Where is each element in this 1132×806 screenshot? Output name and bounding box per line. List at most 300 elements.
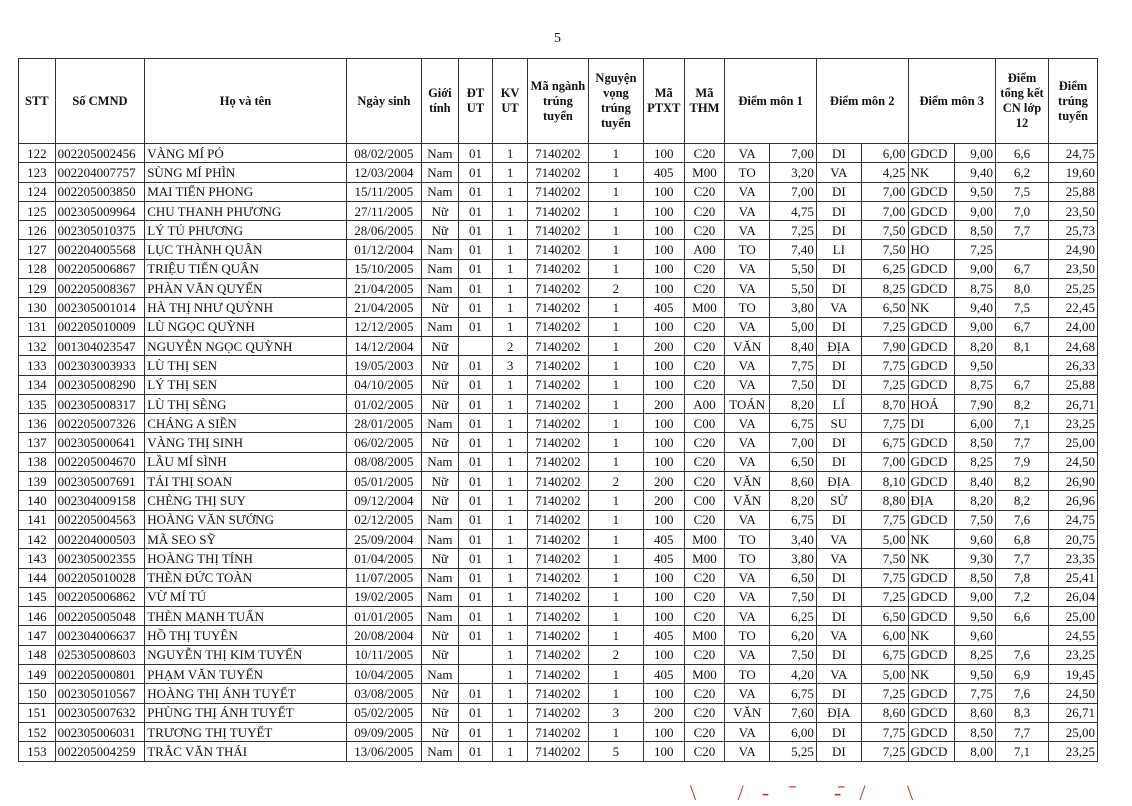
table-cell: 01: [458, 394, 493, 413]
table-cell: CHU THANH PHƯƠNG: [145, 201, 347, 220]
table-cell: 7,60: [770, 703, 817, 722]
table-cell: 01: [458, 144, 493, 163]
table-cell: 125: [19, 201, 56, 220]
table-cell: M00: [684, 626, 725, 645]
table-cell: C20: [684, 510, 725, 529]
table-row: [19, 529, 1098, 548]
table-cell: 9,00: [955, 144, 996, 163]
table-cell: 26,90: [1048, 472, 1097, 491]
table-row: [19, 336, 1098, 355]
header-cell: Điểm môn 3: [908, 59, 996, 144]
table-cell: 405: [643, 529, 684, 548]
table-cell: A00: [684, 240, 725, 259]
table-cell: C20: [684, 433, 725, 452]
table-row: [19, 356, 1098, 375]
table-cell: 09/12/2004: [346, 491, 421, 510]
table-cell: 8,80: [861, 491, 908, 510]
table-cell: 7,75: [955, 684, 996, 703]
table-cell: 002205007326: [55, 414, 145, 433]
table-cell: 1: [588, 259, 643, 278]
table-cell: VA: [725, 568, 770, 587]
table-cell: 24,75: [1048, 144, 1097, 163]
table-cell: VA: [725, 684, 770, 703]
table-cell: DI: [816, 510, 861, 529]
table-cell: VĂN: [725, 491, 770, 510]
table-cell: LÙ THỊ SÈNG: [145, 394, 347, 413]
table-cell: VĂN: [725, 472, 770, 491]
table-cell: 14/12/2004: [346, 336, 421, 355]
table-cell: 1: [493, 144, 528, 163]
table-cell: 133: [19, 356, 56, 375]
table-cell: 1: [493, 472, 528, 491]
table-cell: PHÙNG THỊ ÁNH TUYẾT: [145, 703, 347, 722]
table-cell: 131: [19, 317, 56, 336]
table-cell: 1: [588, 433, 643, 452]
table-cell: 134: [19, 375, 56, 394]
table-cell: 8,60: [861, 703, 908, 722]
table-row: [19, 703, 1098, 722]
table-cell: A00: [684, 394, 725, 413]
table-cell: 7,00: [861, 201, 908, 220]
table-cell: 5,00: [861, 665, 908, 684]
table-cell: 1: [588, 722, 643, 741]
table-cell: 23,25: [1048, 742, 1097, 761]
table-cell: 138: [19, 452, 56, 471]
table-cell: LẦU MÍ SÌNH: [145, 452, 347, 471]
table-cell: 12/03/2004: [346, 163, 421, 182]
table-cell: 21/04/2005: [346, 298, 421, 317]
table-cell: 8,20: [770, 394, 817, 413]
table-cell: 26,33: [1048, 356, 1097, 375]
table-cell: 09/09/2005: [346, 722, 421, 741]
table-cell: 01: [458, 240, 493, 259]
table-cell: 001304023547: [55, 336, 145, 355]
table-cell: VA: [725, 279, 770, 298]
table-cell: 200: [643, 491, 684, 510]
table-cell: 9,50: [955, 356, 996, 375]
table-cell: SU: [816, 414, 861, 433]
table-cell: VA: [725, 182, 770, 201]
table-cell: 6,00: [955, 414, 996, 433]
table-cell: 6,9: [996, 665, 1049, 684]
table-cell: 002304006637: [55, 626, 145, 645]
table-cell: 1: [493, 452, 528, 471]
table-cell: 7140202: [527, 414, 588, 433]
table-cell: 002204000503: [55, 529, 145, 548]
table-cell: 1: [493, 240, 528, 259]
table-cell: 01: [458, 356, 493, 375]
table-cell: GDCD: [908, 144, 955, 163]
header-cell: Họ và tên: [145, 59, 347, 144]
table-cell: 8,20: [955, 491, 996, 510]
table-cell: 147: [19, 626, 56, 645]
table-row: [19, 452, 1098, 471]
table-cell: 7,25: [861, 587, 908, 606]
table-cell: 8,20: [955, 336, 996, 355]
table-cell: 100: [643, 144, 684, 163]
table-cell: 7,0: [996, 201, 1049, 220]
table-cell: VĂN: [725, 703, 770, 722]
table-cell: M00: [684, 163, 725, 182]
table-cell: 7140202: [527, 645, 588, 664]
table-cell: 7140202: [527, 607, 588, 626]
table-cell: HÀ THỊ NHƯ QUỲNH: [145, 298, 347, 317]
table-cell: 002205010009: [55, 317, 145, 336]
table-cell: 1: [588, 317, 643, 336]
table-cell: 4,20: [770, 665, 817, 684]
table-cell: 9,00: [955, 201, 996, 220]
table-cell: 130: [19, 298, 56, 317]
table-cell: 002204005568: [55, 240, 145, 259]
table-cell: VA: [725, 722, 770, 741]
table-cell: Nữ: [422, 472, 459, 491]
table-cell: 01: [458, 259, 493, 278]
table-cell: Nam: [422, 742, 459, 761]
table-cell: Nữ: [422, 336, 459, 355]
table-cell: LÙ THỊ SEN: [145, 356, 347, 375]
table-cell: 8,25: [861, 279, 908, 298]
table-cell: 1: [493, 529, 528, 548]
table-cell: 19,60: [1048, 163, 1097, 182]
table-cell: Nam: [422, 279, 459, 298]
table-cell: 6,75: [770, 510, 817, 529]
table-cell: 01: [458, 529, 493, 548]
table-row: [19, 645, 1098, 664]
table-cell: 1: [493, 259, 528, 278]
table-cell: 1: [493, 510, 528, 529]
table-cell: 7140202: [527, 163, 588, 182]
table-cell: 01: [458, 317, 493, 336]
table-cell: 1: [493, 182, 528, 201]
table-cell: 24,90: [1048, 240, 1097, 259]
table-cell: 1: [493, 221, 528, 240]
table-cell: TRIỆU TIẾN QUÂN: [145, 259, 347, 278]
table-cell: 28/01/2005: [346, 414, 421, 433]
table-cell: ĐỊA: [816, 703, 861, 722]
table-cell: C20: [684, 317, 725, 336]
table-cell: C20: [684, 279, 725, 298]
table-cell: VĂN: [725, 336, 770, 355]
table-cell: 002205003850: [55, 182, 145, 201]
table-cell: VA: [725, 587, 770, 606]
table-cell: HO: [908, 240, 955, 259]
table-cell: 1: [588, 394, 643, 413]
table-cell: Nam: [422, 529, 459, 548]
table-cell: 19,45: [1048, 665, 1097, 684]
table-cell: 151: [19, 703, 56, 722]
table-cell: 100: [643, 375, 684, 394]
table-cell: 19/02/2005: [346, 587, 421, 606]
table-cell: TO: [725, 298, 770, 317]
table-cell: DI: [908, 414, 955, 433]
table-cell: 8,3: [996, 703, 1049, 722]
table-cell: 124: [19, 182, 56, 201]
table-cell: VA: [816, 529, 861, 548]
table-cell: 3: [493, 356, 528, 375]
table-cell: 7,90: [861, 336, 908, 355]
table-cell: 10/04/2005: [346, 665, 421, 684]
table-cell: 100: [643, 182, 684, 201]
table-cell: 6,6: [996, 144, 1049, 163]
table-cell: C20: [684, 336, 725, 355]
table-cell: 7,75: [861, 356, 908, 375]
table-cell: LÝ TÚ PHƯƠNG: [145, 221, 347, 240]
table-cell: 7140202: [527, 722, 588, 741]
table-cell: 146: [19, 607, 56, 626]
table-cell: DI: [816, 279, 861, 298]
table-cell: GDCD: [908, 375, 955, 394]
table-cell: C20: [684, 221, 725, 240]
table-cell: 002305009964: [55, 201, 145, 220]
table-cell: 01/12/2004: [346, 240, 421, 259]
table-cell: 7,5: [996, 298, 1049, 317]
table-cell: GDCD: [908, 433, 955, 452]
table-header-row: [19, 59, 1098, 144]
table-cell: 100: [643, 568, 684, 587]
table-cell: VA: [725, 414, 770, 433]
table-cell: 13/06/2005: [346, 742, 421, 761]
table-cell: GDCD: [908, 452, 955, 471]
table-cell: VA: [725, 433, 770, 452]
table-cell: C00: [684, 491, 725, 510]
table-cell: Nữ: [422, 298, 459, 317]
table-cell: 002205004259: [55, 742, 145, 761]
table-cell: 100: [643, 433, 684, 452]
table-cell: 01: [458, 510, 493, 529]
table-cell: 6,8: [996, 529, 1049, 548]
table-cell: 3,80: [770, 298, 817, 317]
table-cell: 01: [458, 298, 493, 317]
table-row: [19, 607, 1098, 626]
table-cell: 15/10/2005: [346, 259, 421, 278]
table-cell: 01: [458, 433, 493, 452]
table-cell: Nữ: [422, 703, 459, 722]
table-cell: 7140202: [527, 356, 588, 375]
table-cell: VA: [816, 665, 861, 684]
table-cell: 1: [588, 144, 643, 163]
table-cell: 200: [643, 703, 684, 722]
table-cell: 127: [19, 240, 56, 259]
table-cell: 01: [458, 568, 493, 587]
table-cell: 9,00: [955, 259, 996, 278]
table-cell: 7,00: [770, 144, 817, 163]
table-cell: 5,50: [770, 259, 817, 278]
table-cell: 7140202: [527, 221, 588, 240]
table-cell: TRẮC VĂN THÁI: [145, 742, 347, 761]
table-cell: VA: [725, 221, 770, 240]
table-cell: 23,25: [1048, 414, 1097, 433]
table-cell: 7140202: [527, 472, 588, 491]
table-cell: 7140202: [527, 529, 588, 548]
table-cell: 002205002456: [55, 144, 145, 163]
table-cell: 22,45: [1048, 298, 1097, 317]
header-cell: Điểm môn 2: [816, 59, 908, 144]
header-cell: Điểm tổng kết CN lớp 12: [996, 59, 1049, 144]
table-cell: 3: [588, 703, 643, 722]
table-cell: 7140202: [527, 394, 588, 413]
table-cell: TO: [725, 163, 770, 182]
table-cell: C20: [684, 259, 725, 278]
table-cell: 7,00: [770, 182, 817, 201]
table-cell: 01: [458, 163, 493, 182]
table-cell: DI: [816, 742, 861, 761]
table-cell: NGUYỄN NGỌC QUỲNH: [145, 336, 347, 355]
table-cell: 01: [458, 742, 493, 761]
table-cell: MAI TIẾN PHONG: [145, 182, 347, 201]
table-cell: 01/02/2005: [346, 394, 421, 413]
table-row: [19, 587, 1098, 606]
table-cell: VỪ MÍ TÚ: [145, 587, 347, 606]
table-cell: 8,2: [996, 491, 1049, 510]
table-cell: 7140202: [527, 684, 588, 703]
table-cell: C20: [684, 472, 725, 491]
table-cell: 01/01/2005: [346, 607, 421, 626]
table-cell: 100: [643, 684, 684, 703]
table-cell: CHÈNG THỊ SUY: [145, 491, 347, 510]
table-cell: C20: [684, 703, 725, 722]
table-cell: 002205006862: [55, 587, 145, 606]
table-row: [19, 375, 1098, 394]
table-cell: 145: [19, 587, 56, 606]
table-cell: 28/06/2005: [346, 221, 421, 240]
table-cell: Nữ: [422, 722, 459, 741]
table-cell: 6,50: [861, 298, 908, 317]
table-cell: 9,50: [955, 665, 996, 684]
table-cell: 1: [493, 433, 528, 452]
table-cell: 7,90: [955, 394, 996, 413]
table-cell: 8,25: [955, 452, 996, 471]
table-cell: 7140202: [527, 433, 588, 452]
table-cell: 7,50: [861, 549, 908, 568]
header-cell: Giới tính: [422, 59, 459, 144]
table-row: [19, 259, 1098, 278]
table-row: [19, 684, 1098, 703]
table-cell: Nam: [422, 259, 459, 278]
table-cell: 01: [458, 452, 493, 471]
table-cell: 1: [588, 684, 643, 703]
table-cell: SỬ: [816, 491, 861, 510]
table-cell: LỤC THÀNH QUÂN: [145, 240, 347, 259]
table-cell: 002305001014: [55, 298, 145, 317]
table-cell: 148: [19, 645, 56, 664]
table-cell: 002205004563: [55, 510, 145, 529]
table-cell: 1: [493, 394, 528, 413]
table-cell: 1: [493, 491, 528, 510]
table-cell: 7,75: [861, 722, 908, 741]
table-cell: 1: [588, 414, 643, 433]
table-cell: NK: [908, 529, 955, 548]
table-cell: 1: [588, 587, 643, 606]
table-cell: 002205005048: [55, 607, 145, 626]
table-cell: 01: [458, 414, 493, 433]
table-cell: Nữ: [422, 394, 459, 413]
table-cell: 6,75: [861, 645, 908, 664]
table-cell: 3,80: [770, 549, 817, 568]
table-cell: 7140202: [527, 279, 588, 298]
table-row: [19, 722, 1098, 741]
table-row: [19, 221, 1098, 240]
table-cell: 100: [643, 414, 684, 433]
table-cell: LÍ: [816, 394, 861, 413]
header-cell: KV UT: [493, 59, 528, 144]
table-cell: GDCD: [908, 742, 955, 761]
table-cell: 01: [458, 491, 493, 510]
table-cell: 143: [19, 549, 56, 568]
table-cell: VA: [816, 549, 861, 568]
table-cell: VA: [816, 626, 861, 645]
table-cell: C20: [684, 684, 725, 703]
table-row: [19, 298, 1098, 317]
table-cell: 7,25: [861, 742, 908, 761]
table-cell: DI: [816, 684, 861, 703]
table-cell: 137: [19, 433, 56, 452]
table-cell: Nữ: [422, 356, 459, 375]
table-cell: 002205004670: [55, 452, 145, 471]
table-cell: 9,40: [955, 298, 996, 317]
table-cell: 12/12/2005: [346, 317, 421, 336]
table-cell: 7140202: [527, 510, 588, 529]
table-cell: VA: [725, 645, 770, 664]
table-cell: Nữ: [422, 549, 459, 568]
table-cell: 01: [458, 201, 493, 220]
table-cell: VA: [816, 163, 861, 182]
table-cell: NK: [908, 665, 955, 684]
table-cell: 04/10/2005: [346, 375, 421, 394]
table-cell: 100: [643, 587, 684, 606]
table-cell: DI: [816, 607, 861, 626]
table-row: [19, 626, 1098, 645]
table-cell: [996, 240, 1049, 259]
table-cell: Nam: [422, 452, 459, 471]
table-cell: DI: [816, 568, 861, 587]
table-cell: 200: [643, 336, 684, 355]
table-cell: 002205006867: [55, 259, 145, 278]
table-cell: 7140202: [527, 568, 588, 587]
table-cell: 24,00: [1048, 317, 1097, 336]
table-cell: 1: [493, 703, 528, 722]
table-cell: 5: [588, 742, 643, 761]
header-cell: Mã PTXT: [643, 59, 684, 144]
table-cell: [996, 626, 1049, 645]
table-cell: GDCD: [908, 568, 955, 587]
table-cell: 150: [19, 684, 56, 703]
table-cell: 25,25: [1048, 279, 1097, 298]
table-cell: 1: [493, 568, 528, 587]
table-cell: 25,88: [1048, 182, 1097, 201]
table-cell: 8,70: [861, 394, 908, 413]
table-cell: 1: [588, 529, 643, 548]
table-cell: 6,7: [996, 259, 1049, 278]
table-cell: VA: [725, 742, 770, 761]
table-cell: 01: [458, 587, 493, 606]
table-cell: THÈN MẠNH TUẤN: [145, 607, 347, 626]
table-cell: Nam: [422, 665, 459, 684]
table-cell: 7,25: [955, 240, 996, 259]
table-cell: 1: [493, 375, 528, 394]
table-cell: 06/02/2005: [346, 433, 421, 452]
table-cell: 8,20: [770, 491, 817, 510]
table-cell: 002305010567: [55, 684, 145, 703]
table-cell: 1: [493, 201, 528, 220]
table-cell: 123: [19, 163, 56, 182]
table-cell: 141: [19, 510, 56, 529]
table-cell: 24,50: [1048, 452, 1097, 471]
table-cell: LI: [816, 240, 861, 259]
table-row: [19, 510, 1098, 529]
table-cell: 1: [493, 626, 528, 645]
table-cell: 01: [458, 472, 493, 491]
table-cell: 6,25: [770, 607, 817, 626]
